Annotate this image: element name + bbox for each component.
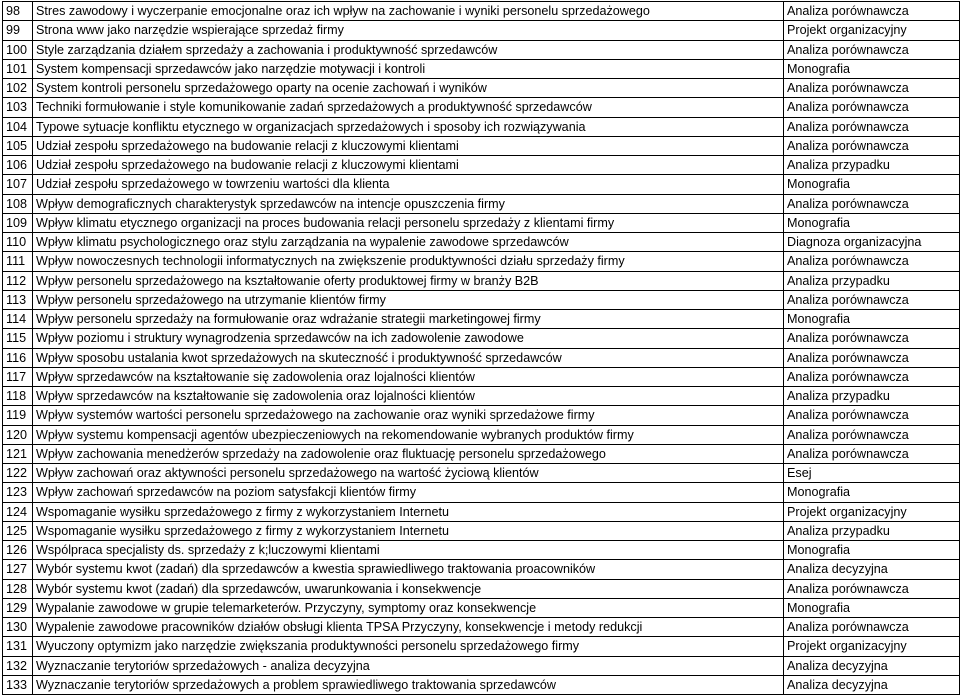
row-number-cell: 108 xyxy=(3,194,33,213)
table-row xyxy=(3,579,960,598)
thesis-title-cell: Style zarządzania działem sprzedaży a zachowania i produktywność sprzedawców xyxy=(33,40,784,59)
row-number-cell: 113 xyxy=(3,290,33,309)
thesis-type-cell: Analiza porównawcza xyxy=(784,40,960,59)
thesis-title-cell: System kompensacji sprzedawców jako narzędzie motywacji i kontroli xyxy=(33,59,784,78)
row-number-cell: 104 xyxy=(3,117,33,136)
thesis-title-cell: Wspomaganie wysiłku sprzedażowego z firmy z wykorzystaniem Internetu xyxy=(33,502,784,521)
thesis-title-cell: Udział zespołu sprzedażowego na budowanie relacji z kluczowymi klientami xyxy=(33,156,784,175)
thesis-type-cell: Analiza porównawcza xyxy=(784,290,960,309)
row-number-cell: 114 xyxy=(3,310,33,329)
thesis-title-cell: Wybór systemu kwot (zadań) dla sprzedawców a kwestia sprawiedliwego traktowania proacowników xyxy=(33,560,784,579)
thesis-type-cell: Monografia xyxy=(784,175,960,194)
table-row xyxy=(3,329,960,348)
thesis-title-cell: Wpływ sposobu ustalania kwot sprzedażowych na skuteczność i produktywność sprzedawców xyxy=(33,348,784,367)
row-number-cell: 122 xyxy=(3,464,33,483)
table-row xyxy=(3,271,960,290)
table-row xyxy=(3,675,960,694)
row-number-cell: 128 xyxy=(3,579,33,598)
row-number-cell: 105 xyxy=(3,136,33,155)
table-row xyxy=(3,175,960,194)
row-number-cell: 117 xyxy=(3,367,33,386)
thesis-type-cell: Analiza przypadku xyxy=(784,271,960,290)
table-row xyxy=(3,464,960,483)
row-number-cell: 102 xyxy=(3,79,33,98)
thesis-title-cell: Strona www jako narzędzie wspierające sprzedaż firmy xyxy=(33,21,784,40)
table-row xyxy=(3,483,960,502)
table-row xyxy=(3,233,960,252)
table-row xyxy=(3,521,960,540)
table-row xyxy=(3,98,960,117)
row-number-cell: 126 xyxy=(3,541,33,560)
row-number-cell: 103 xyxy=(3,98,33,117)
table-row xyxy=(3,156,960,175)
row-number-cell: 101 xyxy=(3,59,33,78)
thesis-title-cell: Wspomaganie wysiłku sprzedażowego z firmy z wykorzystaniem Internetu xyxy=(33,521,784,540)
thesis-title-cell: Wpływ systemu kompensacji agentów ubezpieczeniowych na rekomendowanie wybranych produktów firmy xyxy=(33,425,784,444)
row-number-cell: 131 xyxy=(3,637,33,656)
row-number-cell: 123 xyxy=(3,483,33,502)
thesis-type-cell: Analiza porównawcza xyxy=(784,425,960,444)
table-row xyxy=(3,387,960,406)
thesis-title-cell: Wpływ personelu sprzedaży na formułowanie oraz wdrażanie strategii marketingowej firmy xyxy=(33,310,784,329)
thesis-title-cell: Wpływ zachowań sprzedawców na poziom satysfakcji klientów firmy xyxy=(33,483,784,502)
thesis-title-cell: Typowe sytuacje konfliktu etycznego w organizacjach sprzedażowych i sposoby ich rozwiązywania xyxy=(33,117,784,136)
table-row xyxy=(3,618,960,637)
thesis-type-cell: Analiza porównawcza xyxy=(784,2,960,21)
table-row xyxy=(3,444,960,463)
thesis-type-cell: Monografia xyxy=(784,213,960,232)
thesis-title-cell: Wpływ sprzedawców na kształtowanie się zadowolenia oraz lojalności klientów xyxy=(33,367,784,386)
thesis-title-cell: Udział zespołu sprzedażowego w towrzeniu wartości dla klienta xyxy=(33,175,784,194)
table-row xyxy=(3,213,960,232)
thesis-title-cell: Wypalenie zawodowe pracowników działów obsługi klienta TPSA Przyczyny, konsekwencje i metody redukcji xyxy=(33,618,784,637)
row-number-cell: 106 xyxy=(3,156,33,175)
table-row xyxy=(3,406,960,425)
thesis-type-cell: Analiza przypadku xyxy=(784,156,960,175)
table-row xyxy=(3,502,960,521)
row-number-cell: 115 xyxy=(3,329,33,348)
thesis-type-cell: Analiza porównawcza xyxy=(784,117,960,136)
thesis-type-cell: Analiza przypadku xyxy=(784,521,960,540)
table-row xyxy=(3,541,960,560)
row-number-cell: 112 xyxy=(3,271,33,290)
table-row xyxy=(3,194,960,213)
row-number-cell: 132 xyxy=(3,656,33,675)
thesis-type-cell: Analiza porównawcza xyxy=(784,348,960,367)
thesis-topics-body xyxy=(3,2,960,695)
row-number-cell: 111 xyxy=(3,252,33,271)
thesis-title-cell: Wyuczony optymizm jako narzędzie zwiększania produktywności personelu sprzedażowego firmy xyxy=(33,637,784,656)
thesis-type-cell: Projekt organizacyjny xyxy=(784,502,960,521)
thesis-title-cell: Wpływ demograficznych charakterystyk sprzedawców na intencje opuszczenia firmy xyxy=(33,194,784,213)
row-number-cell: 109 xyxy=(3,213,33,232)
thesis-title-cell: Techniki formułowanie i style komunikowanie zadań sprzedażowych a produktywność sprzedawców xyxy=(33,98,784,117)
table-row xyxy=(3,252,960,271)
table-row xyxy=(3,637,960,656)
thesis-type-cell: Analiza porównawcza xyxy=(784,194,960,213)
table-row xyxy=(3,425,960,444)
row-number-cell: 121 xyxy=(3,444,33,463)
thesis-title-cell: Wyznaczanie terytoriów sprzedażowych - analiza decyzyjna xyxy=(33,656,784,675)
row-number-cell: 116 xyxy=(3,348,33,367)
thesis-title-cell: Wpływ poziomu i struktury wynagrodzenia sprzedawców na ich zadowolenie zawodowe xyxy=(33,329,784,348)
table-row xyxy=(3,2,960,21)
table-row xyxy=(3,656,960,675)
thesis-type-cell: Analiza porównawcza xyxy=(784,329,960,348)
thesis-title-cell: Wpływ nowoczesnych technologii informatycznych na zwiększenie produktywności działu sprzedaży firmy xyxy=(33,252,784,271)
table-row xyxy=(3,310,960,329)
thesis-type-cell: Projekt organizacyjny xyxy=(784,21,960,40)
thesis-type-cell: Monografia xyxy=(784,598,960,617)
thesis-type-cell: Analiza decyzyjna xyxy=(784,675,960,694)
row-number-cell: 125 xyxy=(3,521,33,540)
row-number-cell: 130 xyxy=(3,618,33,637)
thesis-title-cell: Udział zespołu sprzedażowego na budowanie relacji z kluczowymi klientami xyxy=(33,136,784,155)
row-number-cell: 133 xyxy=(3,675,33,694)
row-number-cell: 127 xyxy=(3,560,33,579)
thesis-title-cell: Wyznaczanie terytoriów sprzedażowych a problem sprawiedliwego traktowania sprzedawców xyxy=(33,675,784,694)
table-row xyxy=(3,40,960,59)
thesis-title-cell: Wpływ zachowania menedżerów sprzedaży na zadowolenie oraz fluktuację personelu sprzedażowego xyxy=(33,444,784,463)
thesis-type-cell: Analiza przypadku xyxy=(784,387,960,406)
thesis-type-cell: Analiza porównawcza xyxy=(784,136,960,155)
thesis-type-cell: Diagnoza organizacyjna xyxy=(784,233,960,252)
row-number-cell: 124 xyxy=(3,502,33,521)
thesis-title-cell: Wpływ personelu sprzedażowego na utrzymanie klientów firmy xyxy=(33,290,784,309)
thesis-type-cell: Analiza porównawcza xyxy=(784,444,960,463)
thesis-title-cell: Stres zawodowy i wyczerpanie emocjonalne oraz ich wpływ na zachowanie i wyniki personelu sprzedażowego xyxy=(33,2,784,21)
thesis-title-cell: Wpływ systemów wartości personelu sprzedażowego na zachowanie oraz wyniki sprzedażowe firmy xyxy=(33,406,784,425)
thesis-type-cell: Analiza porównawcza xyxy=(784,406,960,425)
thesis-type-cell: Analiza porównawcza xyxy=(784,579,960,598)
thesis-title-cell: Wybór systemu kwot (zadań) dla sprzedawców, uwarunkowania i konsekwencje xyxy=(33,579,784,598)
thesis-type-cell: Analiza porównawcza xyxy=(784,252,960,271)
thesis-type-cell: Monografia xyxy=(784,59,960,78)
thesis-type-cell: Analiza porównawcza xyxy=(784,618,960,637)
thesis-type-cell: Analiza porównawcza xyxy=(784,98,960,117)
table-row xyxy=(3,117,960,136)
thesis-type-cell: Monografia xyxy=(784,310,960,329)
row-number-cell: 100 xyxy=(3,40,33,59)
thesis-title-cell: Wpływ zachowań oraz aktywności personelu sprzedażowego na wartość życiową klientów xyxy=(33,464,784,483)
row-number-cell: 118 xyxy=(3,387,33,406)
row-number-cell: 129 xyxy=(3,598,33,617)
thesis-title-cell: System kontroli personelu sprzedażowego oparty na ocenie zachowań i wyników xyxy=(33,79,784,98)
row-number-cell: 98 xyxy=(3,2,33,21)
table-row xyxy=(3,21,960,40)
row-number-cell: 107 xyxy=(3,175,33,194)
thesis-type-cell: Analiza porównawcza xyxy=(784,367,960,386)
table-row xyxy=(3,290,960,309)
thesis-topics-table xyxy=(2,1,960,695)
table-row xyxy=(3,598,960,617)
thesis-type-cell: Monografia xyxy=(784,541,960,560)
row-number-cell: 99 xyxy=(3,21,33,40)
table-row xyxy=(3,136,960,155)
table-row xyxy=(3,560,960,579)
thesis-title-cell: Wpływ klimatu etycznego organizacji na proces budowania relacji personelu sprzedaży z klientami firmy xyxy=(33,213,784,232)
thesis-title-cell: Wpływ sprzedawców na kształtowanie się zadowolenia oraz lojalności klientów xyxy=(33,387,784,406)
thesis-title-cell: Wpływ klimatu psychologicznego oraz stylu zarządzania na wypalenie zawodowe sprzedawców xyxy=(33,233,784,252)
thesis-type-cell: Projekt organizacyjny xyxy=(784,637,960,656)
table-row xyxy=(3,79,960,98)
thesis-title-cell: Wpływ personelu sprzedażowego na kształtowanie oferty produktowej firmy w branży B2B xyxy=(33,271,784,290)
table-row xyxy=(3,367,960,386)
row-number-cell: 110 xyxy=(3,233,33,252)
thesis-type-cell: Esej xyxy=(784,464,960,483)
table-row xyxy=(3,348,960,367)
thesis-type-cell: Analiza decyzyjna xyxy=(784,656,960,675)
row-number-cell: 119 xyxy=(3,406,33,425)
row-number-cell: 120 xyxy=(3,425,33,444)
thesis-title-cell: Wypalanie zawodowe w grupie telemarketerów. Przyczyny, symptomy oraz konsekwencje xyxy=(33,598,784,617)
table-row xyxy=(3,59,960,78)
thesis-title-cell: Wspólpraca specjalisty ds. sprzedaży z k;luczowymi klientami xyxy=(33,541,784,560)
thesis-type-cell: Monografia xyxy=(784,483,960,502)
thesis-type-cell: Analiza decyzyjna xyxy=(784,560,960,579)
thesis-type-cell: Analiza porównawcza xyxy=(784,79,960,98)
